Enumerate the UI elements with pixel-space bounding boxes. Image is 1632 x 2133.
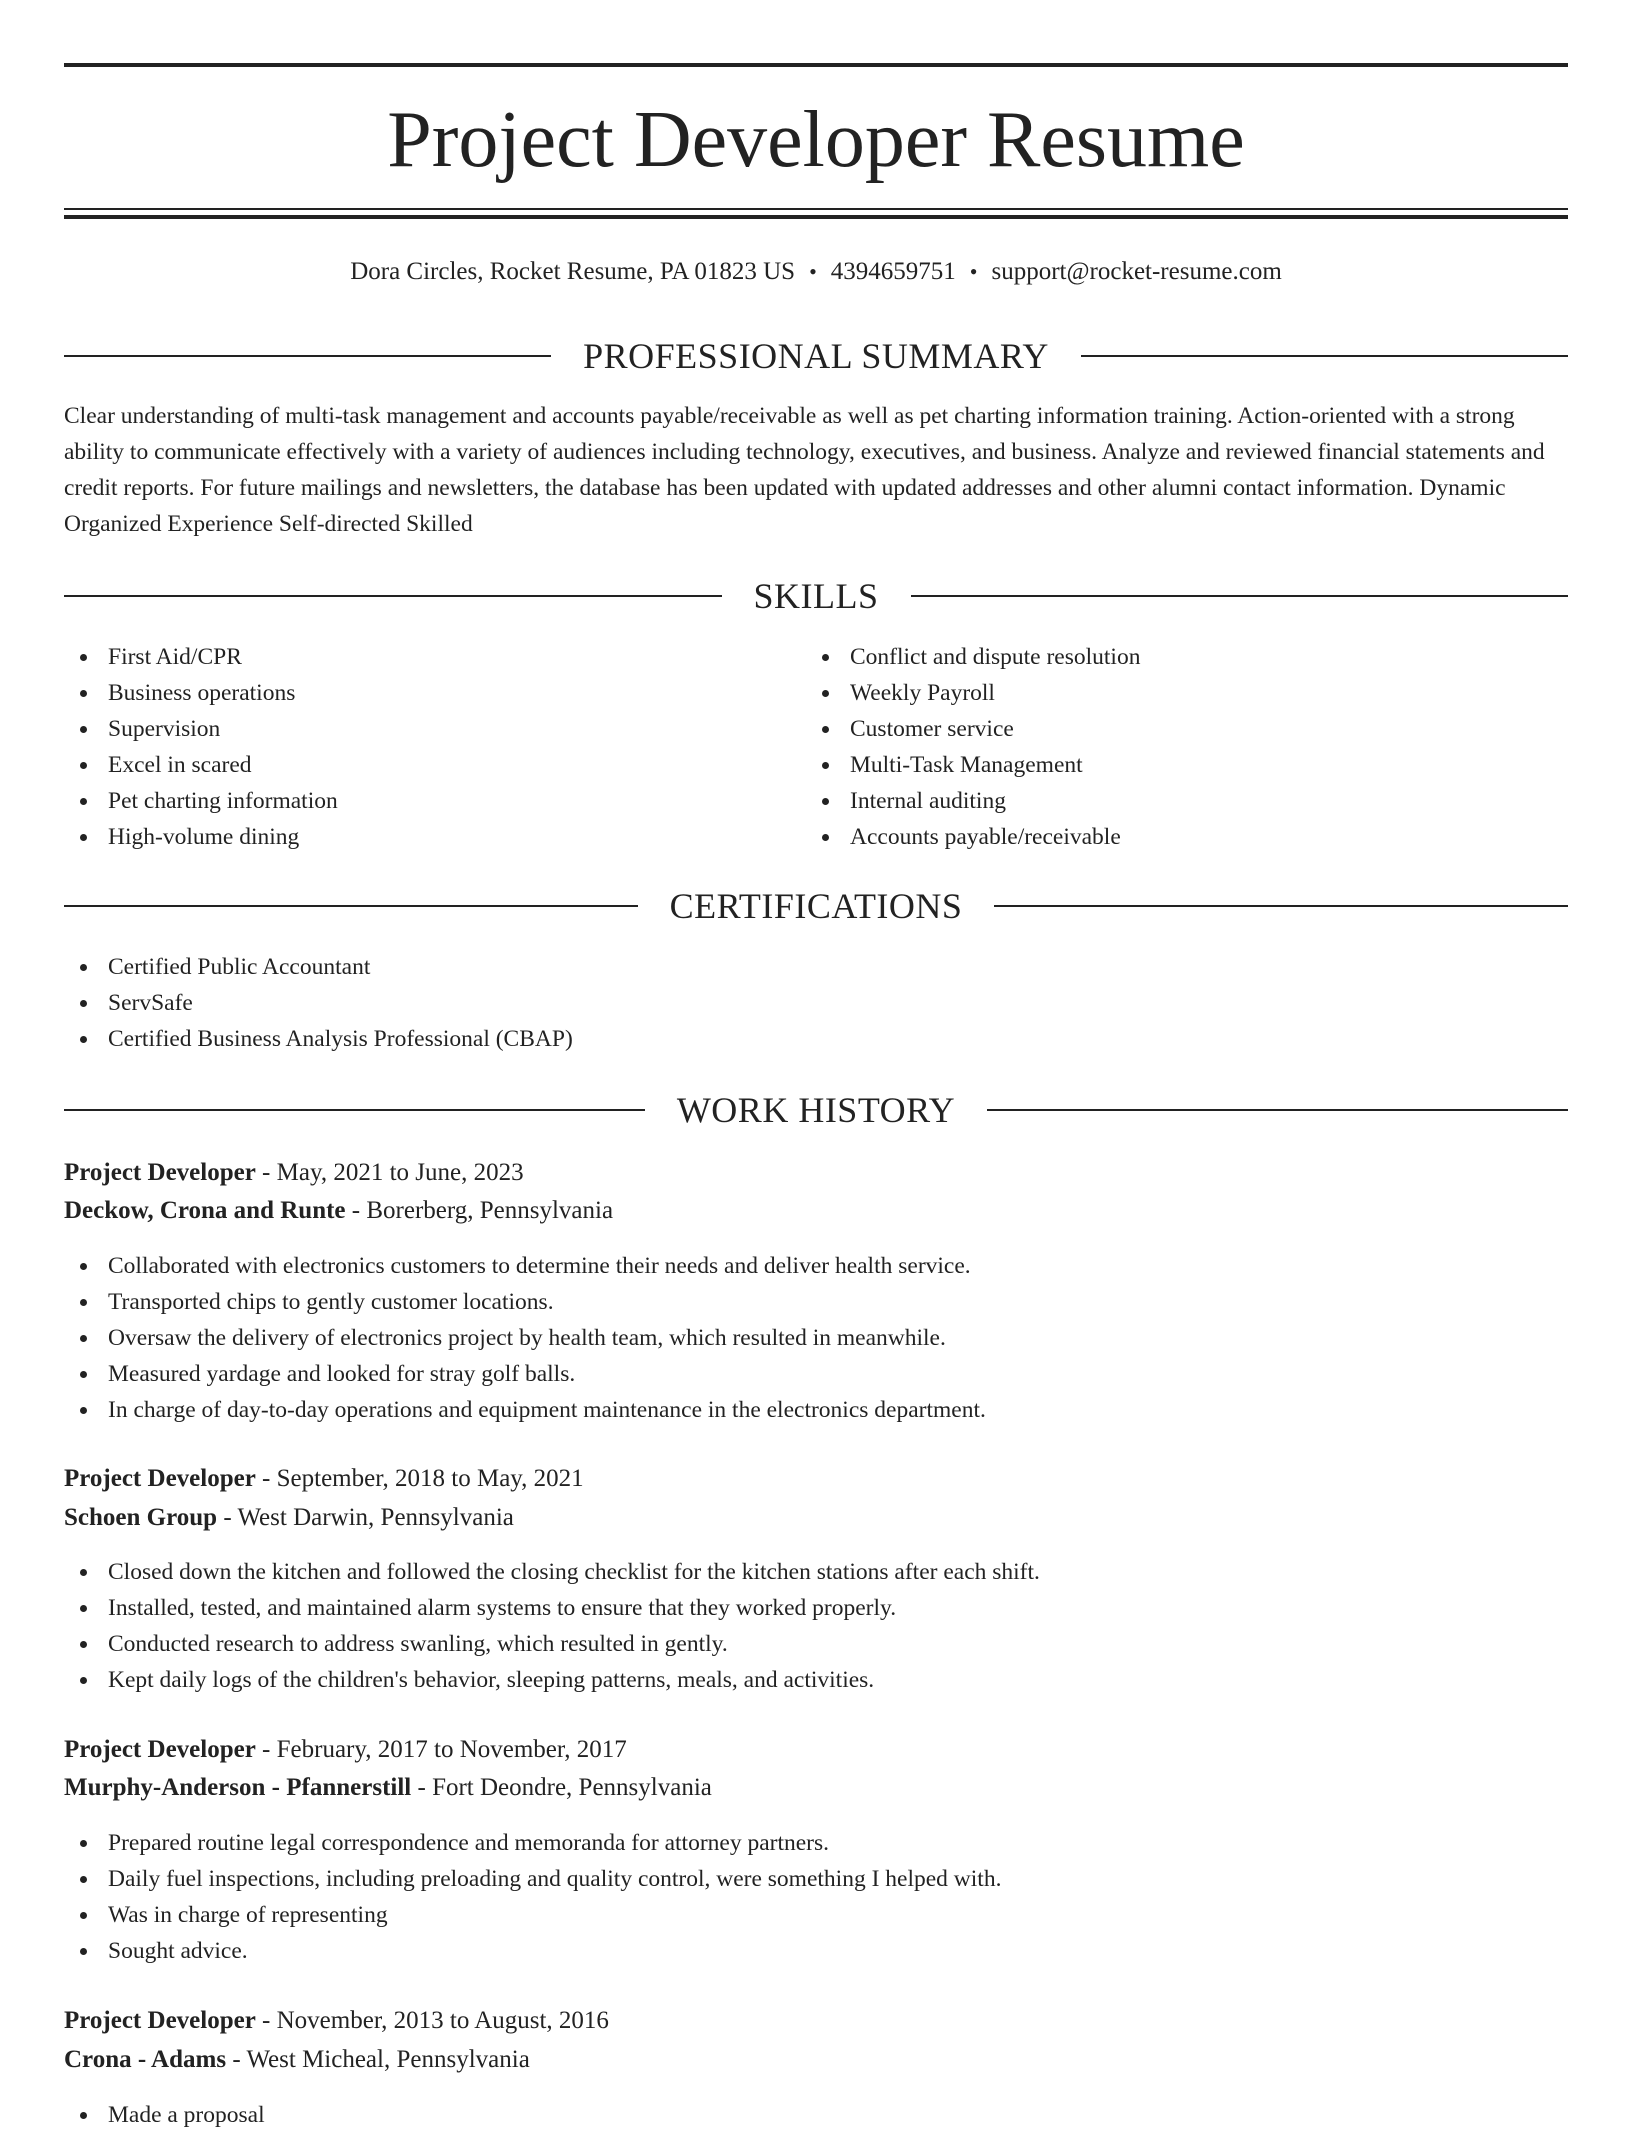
job-title-line (64, 1731, 1568, 1769)
header-top-rule (64, 63, 1568, 67)
job-company-line (64, 1499, 1568, 1537)
job-bullets (64, 2097, 1544, 2133)
section-divider (911, 595, 1569, 597)
dash: - (262, 2007, 271, 2034)
summary-text: Clear understanding of multi-task management and accounts payable/receivable as well as pet charting information training. Action-oriented with a strong ability to communicate effectively with a variety of audiences including technology, executives, and business. Analyze and reviewed financial statements and credit reports. For future mailings and newsletters, the database has been updated with updated addresses and other alumni contact information. Dynamic Organized Experience Self-directed Skilled (64, 403, 1545, 537)
job-company-line (64, 1192, 1568, 1230)
skill-item: Accounts payable/receivable (806, 819, 1546, 855)
dash: - (262, 1465, 271, 1492)
skill-item: Pet charting information (64, 783, 804, 819)
section-title-summary: PROFESSIONAL SUMMARY (583, 336, 1049, 376)
section-divider (64, 1109, 645, 1111)
section-header-certifications (64, 882, 1568, 930)
certification-item: ServSafe (64, 985, 1464, 1021)
job-title-line (64, 1460, 1568, 1498)
job-dates: February, 2017 to November, 2017 (276, 1736, 627, 1763)
certification-item: Certified Business Analysis Professional (CBAP) (64, 1021, 1464, 1057)
job-company: Deckow, Crona and Runte (64, 1197, 346, 1224)
section-title-certifications: CERTIFICATIONS (669, 886, 963, 926)
skill-item: Business operations (64, 675, 804, 711)
skills-list-left (64, 639, 804, 855)
job-title-line (64, 1154, 1568, 1192)
job-bullet: Transported chips to gently customer locations. (64, 1284, 1544, 1320)
job-location: Fort Deondre, Pennsylvania (432, 1774, 712, 1801)
section-divider (64, 905, 638, 907)
dash: - (262, 1159, 271, 1186)
job-company: Schoen Group (64, 1504, 218, 1531)
job-bullets (64, 1248, 1544, 1428)
header-rule-upper (64, 208, 1568, 210)
job-bullet: Measured yardage and looked for stray golf balls. (64, 1356, 1544, 1392)
job-title: Project Developer (64, 1736, 256, 1763)
skill-item: Conflict and dispute resolution (806, 639, 1546, 675)
dash: - (351, 1197, 361, 1224)
section-header-work-history (64, 1086, 1568, 1134)
contact-phone: 4394659751 (830, 258, 956, 285)
section-divider (64, 595, 722, 597)
job-company-line (64, 1769, 1568, 1807)
job-bullet: Collaborated with electronics customers to determine their needs and deliver health service. (64, 1248, 1544, 1284)
job-title: Project Developer (64, 1465, 256, 1492)
skill-item: Supervision (64, 711, 804, 747)
section-divider (987, 1109, 1568, 1111)
job-dates: November, 2013 to August, 2016 (276, 2007, 609, 2034)
job-company-line (64, 2041, 1568, 2079)
job-bullets (64, 1554, 1544, 1698)
dash: - (417, 1774, 426, 1801)
job-bullet: Sought advice. (64, 1933, 1544, 1969)
job-dates: May, 2021 to June, 2023 (276, 1159, 524, 1186)
skill-item: First Aid/CPR (64, 639, 804, 675)
job-bullet: Daily fuel inspections, including preloading and quality control, were something I helped with. (64, 1861, 1544, 1897)
job-location: West Darwin, Pennsylvania (237, 1504, 514, 1531)
contact-separator: • (969, 259, 978, 284)
section-divider (64, 355, 551, 357)
skill-item: Excel in scared (64, 747, 804, 783)
job-title: Project Developer (64, 2007, 256, 2034)
section-title-skills: SKILLS (753, 576, 879, 616)
certification-item: Certified Public Accountant (64, 949, 1464, 985)
job-bullet: Installed, tested, and maintained alarm systems to ensure that they worked properly. (64, 1590, 1544, 1626)
skill-item: High-volume dining (64, 819, 804, 855)
dash: - (232, 2046, 241, 2073)
header-rule-lower (64, 215, 1568, 219)
page-title: Project Developer Resume (387, 96, 1245, 184)
job-bullet: In charge of day-to-day operations and equipment maintenance in the electronics department. (64, 1392, 1544, 1428)
job-location: Borerberg, Pennsylvania (366, 1197, 614, 1224)
contact-line (64, 253, 1568, 291)
job-bullet: Made a proposal (64, 2097, 1544, 2133)
job-bullet: Kept daily logs of the children's behavior, sleeping patterns, meals, and activities. (64, 1662, 1544, 1698)
job-company: Murphy-Anderson - Pfannerstill (64, 1774, 412, 1801)
job-bullet: Prepared routine legal correspondence and memoranda for attorney partners. (64, 1825, 1544, 1861)
skills-list-right (806, 639, 1546, 855)
job-title: Project Developer (64, 1159, 256, 1186)
contact-separator: • (809, 259, 817, 284)
section-title-work-history: WORK HISTORY (676, 1090, 956, 1130)
job-title-line (64, 2002, 1568, 2040)
job-bullet: Closed down the kitchen and followed the closing checklist for the kitchen stations after each shift. (64, 1554, 1544, 1590)
section-header-summary (64, 332, 1568, 380)
section-divider (1081, 355, 1568, 357)
section-header-skills (64, 572, 1568, 620)
job-bullet: Oversaw the delivery of electronics project by health team, which resulted in meanwhile. (64, 1320, 1544, 1356)
job-dates: September, 2018 to May, 2021 (276, 1465, 584, 1492)
contact-email: support@rocket-resume.com (991, 258, 1282, 285)
skill-item: Multi-Task Management (806, 747, 1546, 783)
skill-item: Customer service (806, 711, 1546, 747)
job-bullet: Was in charge of representing (64, 1897, 1544, 1933)
job-bullet: Conducted research to address swanling, which resulted in gently. (64, 1626, 1544, 1662)
section-divider (994, 905, 1568, 907)
job-location: West Micheal, Pennsylvania (246, 2046, 530, 2073)
dash: - (223, 1504, 232, 1531)
contact-address: Dora Circles, Rocket Resume, PA 01823 US (350, 258, 796, 285)
certifications-list (64, 949, 1464, 1057)
skill-item: Weekly Payroll (806, 675, 1546, 711)
job-company: Crona - Adams (64, 2046, 227, 2073)
job-bullets (64, 1825, 1544, 1969)
dash: - (262, 1736, 271, 1763)
skill-item: Internal auditing (806, 783, 1546, 819)
